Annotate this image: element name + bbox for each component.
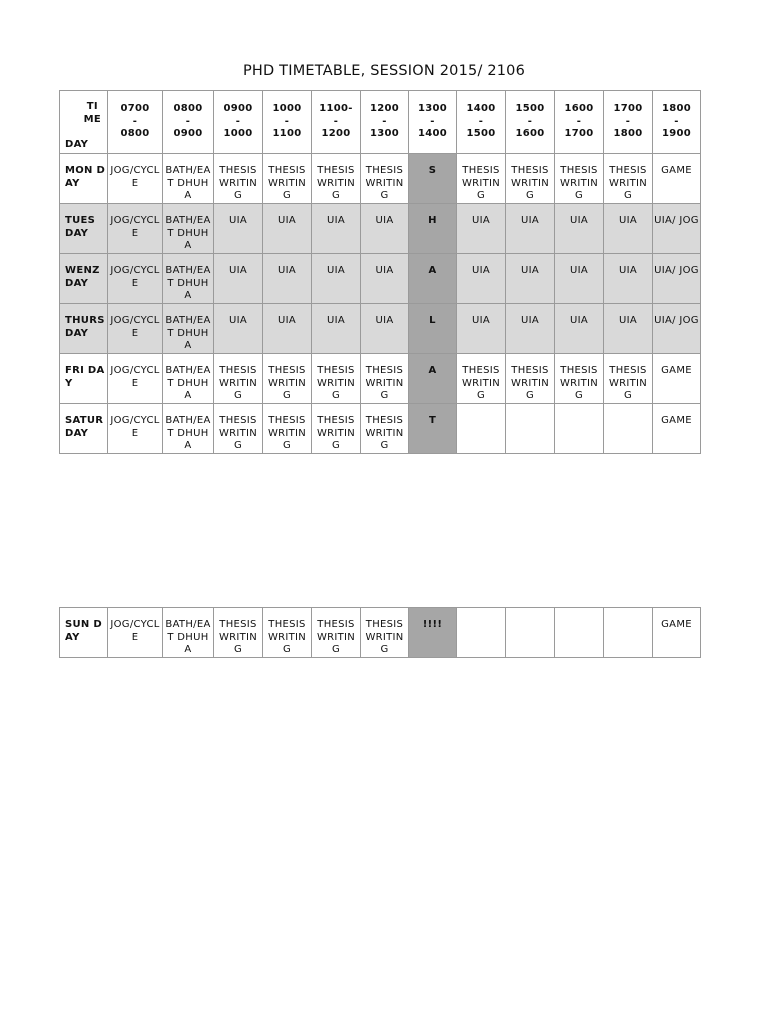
activity-cell: THESIS WRITING — [361, 608, 409, 658]
time-slot-header — [163, 91, 214, 154]
activity-cell: THESIS WRITING — [312, 154, 361, 204]
time-slot-header — [506, 91, 555, 154]
time-slot-header — [409, 91, 457, 154]
activity-cell: UIA — [312, 254, 361, 304]
activity-cell: BATH/EAT DHUHA — [163, 354, 214, 404]
activity-cell: BATH/EAT DHUHA — [163, 404, 214, 454]
table-row — [60, 608, 701, 658]
time-dash: - — [430, 115, 435, 127]
time-dash: - — [333, 115, 339, 127]
activity-cell: JOG/CYCLE — [108, 154, 163, 204]
time-start: 1100- — [319, 103, 353, 114]
activity-cell: UIA/ JOG — [653, 254, 701, 304]
time-label: TI ME — [83, 101, 101, 125]
day-cell: FRI DAY — [60, 354, 108, 404]
activity-cell: BATH/EAT DHUHA — [163, 154, 214, 204]
time-slot-header — [457, 91, 506, 154]
day-cell: SATUR DAY — [60, 404, 108, 454]
activity-cell — [555, 608, 604, 658]
time-slot-header — [263, 91, 312, 154]
activity-cell — [555, 404, 604, 454]
time-dash: - — [132, 115, 138, 127]
activity-cell: THESIS WRITING — [604, 354, 653, 404]
activity-cell: THESIS WRITING — [263, 154, 312, 204]
activity-cell: THESIS WRITING — [312, 404, 361, 454]
salah-cell: H — [409, 204, 457, 254]
time-dash: - — [478, 115, 484, 127]
activity-cell: UIA — [604, 304, 653, 354]
day-cell: SUN DAY — [60, 608, 108, 658]
activity-cell: GAME — [653, 154, 701, 204]
time-dash: - — [235, 115, 241, 127]
salah-cell: L — [409, 304, 457, 354]
time-end: 1600 — [515, 128, 545, 139]
corner-wrap — [65, 101, 107, 151]
activity-cell: THESIS WRITING — [263, 404, 312, 454]
activity-cell: UIA/ JOG — [653, 204, 701, 254]
activity-cell: THESIS WRITING — [214, 154, 263, 204]
time-start: 1800 — [661, 103, 692, 114]
time-start: 0800 — [173, 103, 203, 114]
day-cell: MON DAY — [60, 154, 108, 204]
time-end: 1200 — [321, 128, 351, 139]
day-cell: TUES DAY — [60, 204, 108, 254]
time-slot-header — [653, 91, 701, 154]
activity-cell: THESIS WRITING — [361, 154, 409, 204]
time-start: 1000 — [272, 103, 302, 114]
salah-cell: !!!! — [409, 608, 457, 658]
activity-cell: THESIS WRITING — [361, 354, 409, 404]
time-end: 1300 — [369, 128, 400, 139]
corner-cell — [60, 91, 108, 154]
activity-cell: UIA — [312, 204, 361, 254]
timetable — [59, 90, 701, 454]
time-end: 1800 — [613, 128, 643, 139]
time-end: 1700 — [564, 128, 594, 139]
table-row — [60, 154, 701, 204]
activity-cell: BATH/EAT DHUHA — [163, 204, 214, 254]
activity-cell — [506, 404, 555, 454]
activity-cell: THESIS WRITING — [555, 354, 604, 404]
table-row — [60, 354, 701, 404]
activity-cell: UIA/ JOG — [653, 304, 701, 354]
time-end: 0900 — [173, 128, 203, 139]
activity-cell: JOG/CYCLE — [108, 304, 163, 354]
activity-cell: UIA — [604, 254, 653, 304]
activity-cell: UIA — [263, 304, 312, 354]
time-slot-header — [604, 91, 653, 154]
activity-cell: THESIS WRITING — [214, 354, 263, 404]
activity-cell: JOG/CYCLE — [108, 354, 163, 404]
activity-cell: THESIS WRITING — [312, 608, 361, 658]
time-start: 1500 — [515, 103, 545, 114]
activity-cell: BATH/EAT DHUHA — [163, 304, 214, 354]
activity-cell — [604, 608, 653, 658]
activity-cell: UIA — [555, 204, 604, 254]
time-end: 1500 — [466, 128, 496, 139]
activity-cell: GAME — [653, 354, 701, 404]
page-title: PHD TIMETABLE, SESSION 2015/ 2106 — [242, 63, 526, 79]
activity-cell — [457, 404, 506, 454]
activity-cell: JOG/CYCLE — [108, 608, 163, 658]
activity-cell: THESIS WRITING — [604, 154, 653, 204]
activity-cell: UIA — [214, 204, 263, 254]
activity-cell: THESIS WRITING — [214, 608, 263, 658]
activity-cell: THESIS WRITING — [263, 608, 312, 658]
time-start: 1600 — [564, 103, 594, 114]
activity-cell: THESIS WRITING — [214, 404, 263, 454]
time-end: 1900 — [661, 128, 692, 139]
table-row — [60, 254, 701, 304]
activity-cell: UIA — [457, 254, 506, 304]
activity-cell — [457, 608, 506, 658]
time-dash: - — [382, 115, 387, 127]
time-start: 1400 — [466, 103, 496, 114]
sunday-table — [59, 607, 701, 658]
day-cell: WENZ DAY — [60, 254, 108, 304]
time-start: 1200 — [369, 103, 400, 114]
activity-cell: UIA — [506, 204, 555, 254]
activity-cell: UIA — [555, 254, 604, 304]
activity-cell: JOG/CYCLE — [108, 204, 163, 254]
activity-cell: UIA — [263, 254, 312, 304]
day-cell: THURS DAY — [60, 304, 108, 354]
time-slot-header — [214, 91, 263, 154]
activity-cell: BATH/EAT DHUHA — [163, 608, 214, 658]
activity-cell: THESIS WRITING — [263, 354, 312, 404]
salah-cell: S — [409, 154, 457, 204]
activity-cell: UIA — [506, 304, 555, 354]
activity-cell: THESIS WRITING — [361, 404, 409, 454]
activity-cell: UIA — [263, 204, 312, 254]
activity-cell: THESIS WRITING — [457, 354, 506, 404]
time-dash: - — [185, 115, 191, 127]
activity-cell — [604, 404, 653, 454]
time-dash: - — [625, 115, 631, 127]
activity-cell: UIA — [604, 204, 653, 254]
activity-cell: BATH/EAT DHUHA — [163, 254, 214, 304]
time-slot-header — [555, 91, 604, 154]
time-end: 1100 — [272, 128, 302, 139]
time-start: 1700 — [613, 103, 643, 114]
activity-cell: UIA — [555, 304, 604, 354]
time-slot-header — [108, 91, 163, 154]
header-row — [60, 91, 701, 154]
activity-cell: THESIS WRITING — [457, 154, 506, 204]
activity-cell: THESIS WRITING — [506, 154, 555, 204]
time-dash: - — [527, 115, 533, 127]
time-dash: - — [284, 115, 290, 127]
time-start: 1300 — [417, 103, 448, 114]
time-slot-header — [361, 91, 409, 154]
activity-cell — [506, 608, 555, 658]
activity-cell: UIA — [506, 254, 555, 304]
time-end: 1000 — [223, 128, 253, 139]
activity-cell: UIA — [214, 304, 263, 354]
activity-cell: THESIS WRITING — [506, 354, 555, 404]
activity-cell: UIA — [214, 254, 263, 304]
activity-cell: GAME — [653, 608, 701, 658]
activity-cell: UIA — [361, 304, 409, 354]
activity-cell: JOG/CYCLE — [108, 254, 163, 304]
salah-cell: T — [409, 404, 457, 454]
activity-cell: GAME — [653, 404, 701, 454]
activity-cell: THESIS WRITING — [555, 154, 604, 204]
time-start: 0700 — [120, 103, 150, 114]
time-end: 0800 — [120, 128, 150, 139]
table-row — [60, 204, 701, 254]
activity-cell: UIA — [457, 204, 506, 254]
time-end: 1400 — [417, 128, 448, 139]
activity-cell: UIA — [312, 304, 361, 354]
salah-cell: A — [409, 254, 457, 304]
activity-cell: UIA — [361, 204, 409, 254]
time-slot-header — [312, 91, 361, 154]
time-dash: - — [576, 115, 582, 127]
activity-cell: UIA — [457, 304, 506, 354]
salah-cell: A — [409, 354, 457, 404]
activity-cell: UIA — [361, 254, 409, 304]
activity-cell: THESIS WRITING — [312, 354, 361, 404]
table-row — [60, 404, 701, 454]
time-start: 0900 — [223, 103, 253, 114]
activity-cell: JOG/CYCLE — [108, 404, 163, 454]
day-label: DAY — [65, 138, 89, 150]
table-row — [60, 304, 701, 354]
time-dash: - — [674, 115, 679, 127]
